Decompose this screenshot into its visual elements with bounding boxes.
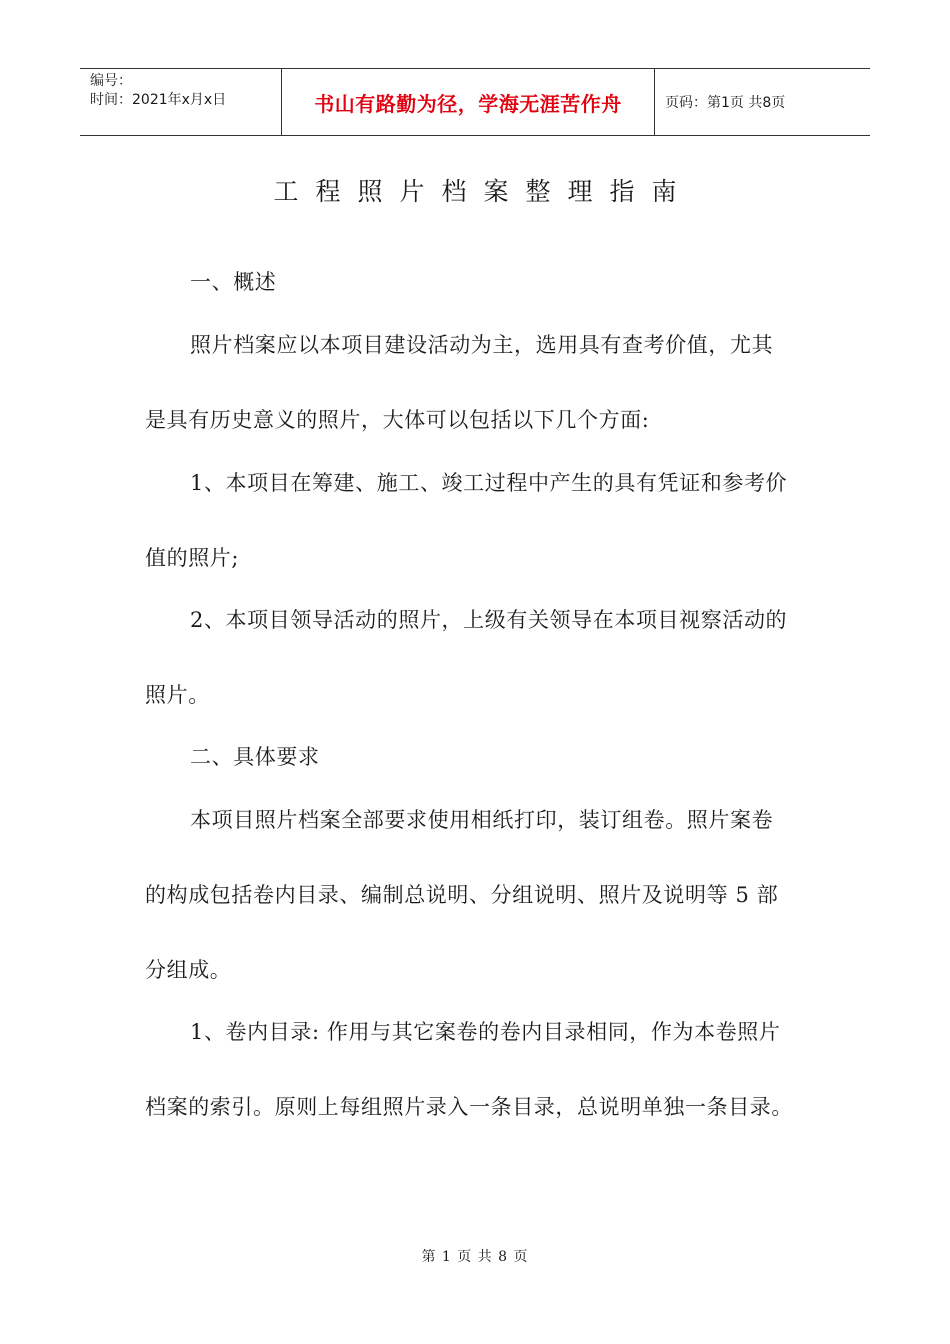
- document-title: 工程照片档案整理指南: [273, 177, 694, 206]
- paragraph-line: 1、卷内目录: 作用与其它案卷的卷内目录相同，作为本卷照片: [190, 1020, 781, 1044]
- paragraph-line: 是具有历史意义的照片，大体可以包括以下几个方面:: [145, 408, 650, 432]
- number-label: 编号：: [90, 73, 132, 89]
- header-page-info: 页码：第1页 共8页: [665, 95, 786, 111]
- paragraph-line: 档案的索引。原则上每组照片录入一条目录，总说明单独一条目录。: [145, 1095, 793, 1119]
- paragraph-line: 值的照片;: [145, 546, 240, 570]
- paragraph-line: 2、本项目领导活动的照片，上级有关领导在本项目视察活动的: [190, 608, 788, 632]
- header-meta: [80, 69, 282, 135]
- section-heading-overview: 一、概述: [190, 270, 277, 294]
- paragraph-line: 照片档案应以本项目建设活动为主，选用具有查考价值，尤其: [190, 333, 774, 357]
- page-footer: 第 1 页 共 8 页: [421, 1249, 529, 1265]
- paragraph-line: 1、本项目在筹建、施工、竣工过程中产生的具有凭证和参考价: [190, 471, 788, 495]
- section-heading-requirements: 二、具体要求: [190, 745, 320, 769]
- paragraph-line: 分组成。: [145, 958, 232, 982]
- paragraph-line: 本项目照片档案全部要求使用相纸打印，装订组卷。照片案卷: [190, 808, 774, 832]
- time-label: 时间：2021年x月x日: [90, 92, 227, 108]
- header-motto: 书山有路勤为径，学海无涯苦作舟: [282, 69, 655, 135]
- paragraph-line: 的构成包括卷内目录、编制总说明、分组说明、照片及说明等 5 部: [145, 883, 779, 907]
- page-header: [80, 68, 870, 136]
- paragraph-line: 照片。: [145, 683, 210, 707]
